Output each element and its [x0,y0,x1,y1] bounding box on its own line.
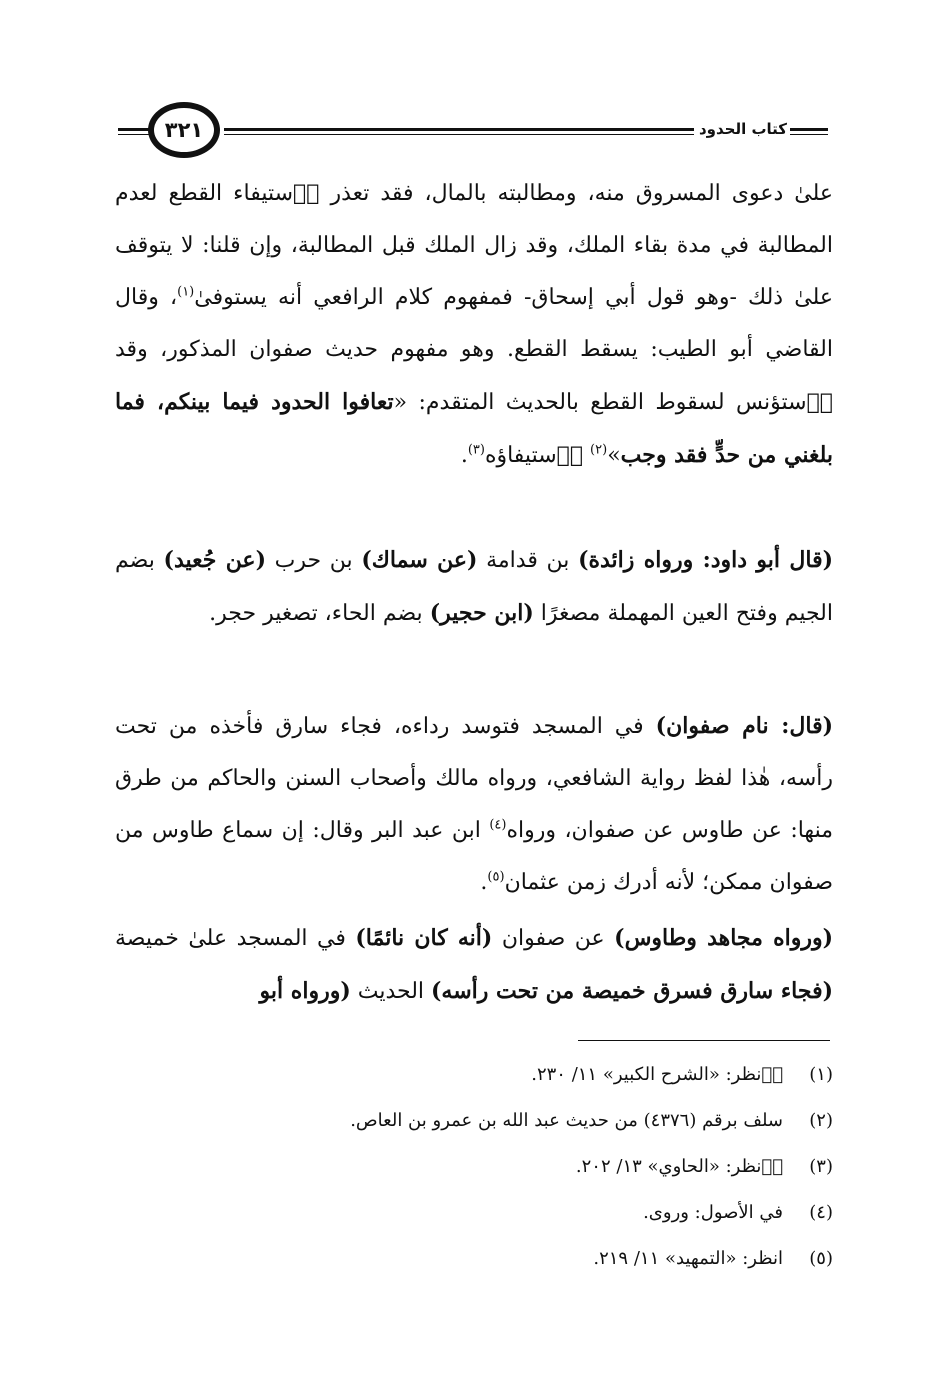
footnote-number: (٤) [809,1202,833,1223]
bold-run: (أنه كان نائمًا) [355,925,493,951]
footnote-marker: (٥) [487,869,505,885]
paragraph-1 [115,168,833,482]
footnote-number: (١) [809,1064,833,1085]
text-run: بضم الحاء، تصغير حجر. [209,601,430,626]
text-run: اۤستيفاؤه [484,443,591,468]
header-rule [790,128,828,131]
paragraph-3 [115,700,833,909]
text-run: في المسجد علىٰ خميصة [115,926,356,951]
footnote-text: سلف برقم (٤٣٧٦) من حديث عبد الله بن عمرو بن العاص. [350,1110,783,1131]
page-number: ٣٢١ [164,117,204,142]
footnote-text: اۤنظر: «الحاوي» ١٣/ ٢٠٢. [575,1156,783,1177]
header-rule [790,134,828,135]
page-number-badge [148,102,220,158]
bold-run: (ورواه أبو [259,978,351,1004]
header-rule [224,134,694,135]
footnote-text: انظر: «التمهيد» ١١/ ٢١٩. [593,1248,783,1269]
footnote-text: في الأصول: وروى. [643,1202,783,1223]
bold-run: (قال: نام صفوان) [655,713,834,739]
text-run: ، وقال القاضي أبو الطيب: يسقط القطع. وهو مفهوم حديث صفوان المذكور، وقد اۤستؤنس لسقوط القطع بالحديث المتقدم: « [115,285,833,415]
footnote [115,1190,833,1236]
footnote-marker: (٣) [467,442,485,458]
bold-run: (عن سماك) [361,547,478,573]
text-run: في المسجد فتوسد رداءه، فجاء سارق فأخذه من تحت رأسه، هٰذا لفظ رواية الشافعي، ورواه مالك وأصحاب السنن والحاكم من طرق منها: عن طاوس عن صفوان، ورواه [115,714,833,843]
footnote [115,1098,833,1144]
paragraph-4 [115,912,833,1018]
bold-run: (ابن حجير) [429,600,534,626]
footnote-number: (٣) [809,1156,833,1177]
header-rule [224,128,694,131]
text-run: . [480,870,488,895]
text-run: بضم الجيم وفتح العين المهملة مصغرًا [115,548,833,626]
footnote [115,1052,833,1098]
text-run: بن قدامة [477,548,579,573]
footnote-marker: (٤) [489,817,507,833]
text-run: عن صفوان [492,926,615,951]
running-title: كتاب الحدود [698,120,788,138]
bold-run: (فجاء سارق فسرق خميصة من تحت رأسه) [431,978,833,1004]
footnote-number: (٥) [809,1248,833,1269]
footnote-number: (٢) [809,1110,833,1131]
footnote-text: اۤنظر: «الشرح الكبير» ١١/ ٢٣٠. [531,1064,783,1085]
text-run: بن حرب [265,548,362,573]
bold-run: تعافوا الحدود فيما بينكم، فما بلغني من حدٍّ فقد وجب [115,389,833,468]
footnote-marker: (٢) [590,442,608,458]
text-run: ابن عبد البر وقال: إن سماع طاوس من صفوان ممكن؛ لأنه أدرك زمن عثمان [115,818,833,895]
paragraph-2 [115,534,833,640]
footnote [115,1236,833,1282]
bold-run: (قال أبو داود: ورواه زائدة) [578,547,833,573]
footnote-marker: (١) [177,284,195,300]
text-run: علىٰ دعوى المسروق منه، ومطالبته بالمال، فقد تعذر اۤستيفاء القطع لعدم المطالبة في مدة بقاء الملك، وقد زال الملك قبل المطالبة، وإن قلنا: لا يتوقف علىٰ ذلك -وهو قول أبي إسحاق- فمفهوم كلام الرافعي أنه يستوفىٰ [115,181,834,310]
bold-run: (ورواه مجاهد وطاوس) [614,925,834,951]
footnote [115,1144,833,1190]
footnotes [115,1052,833,1282]
bold-run: (عن جُعيد) [163,547,266,573]
text-run: . [460,443,468,468]
footnote-separator [578,1040,830,1041]
text-run: الحديث [350,979,432,1004]
text-run: » [607,443,621,468]
